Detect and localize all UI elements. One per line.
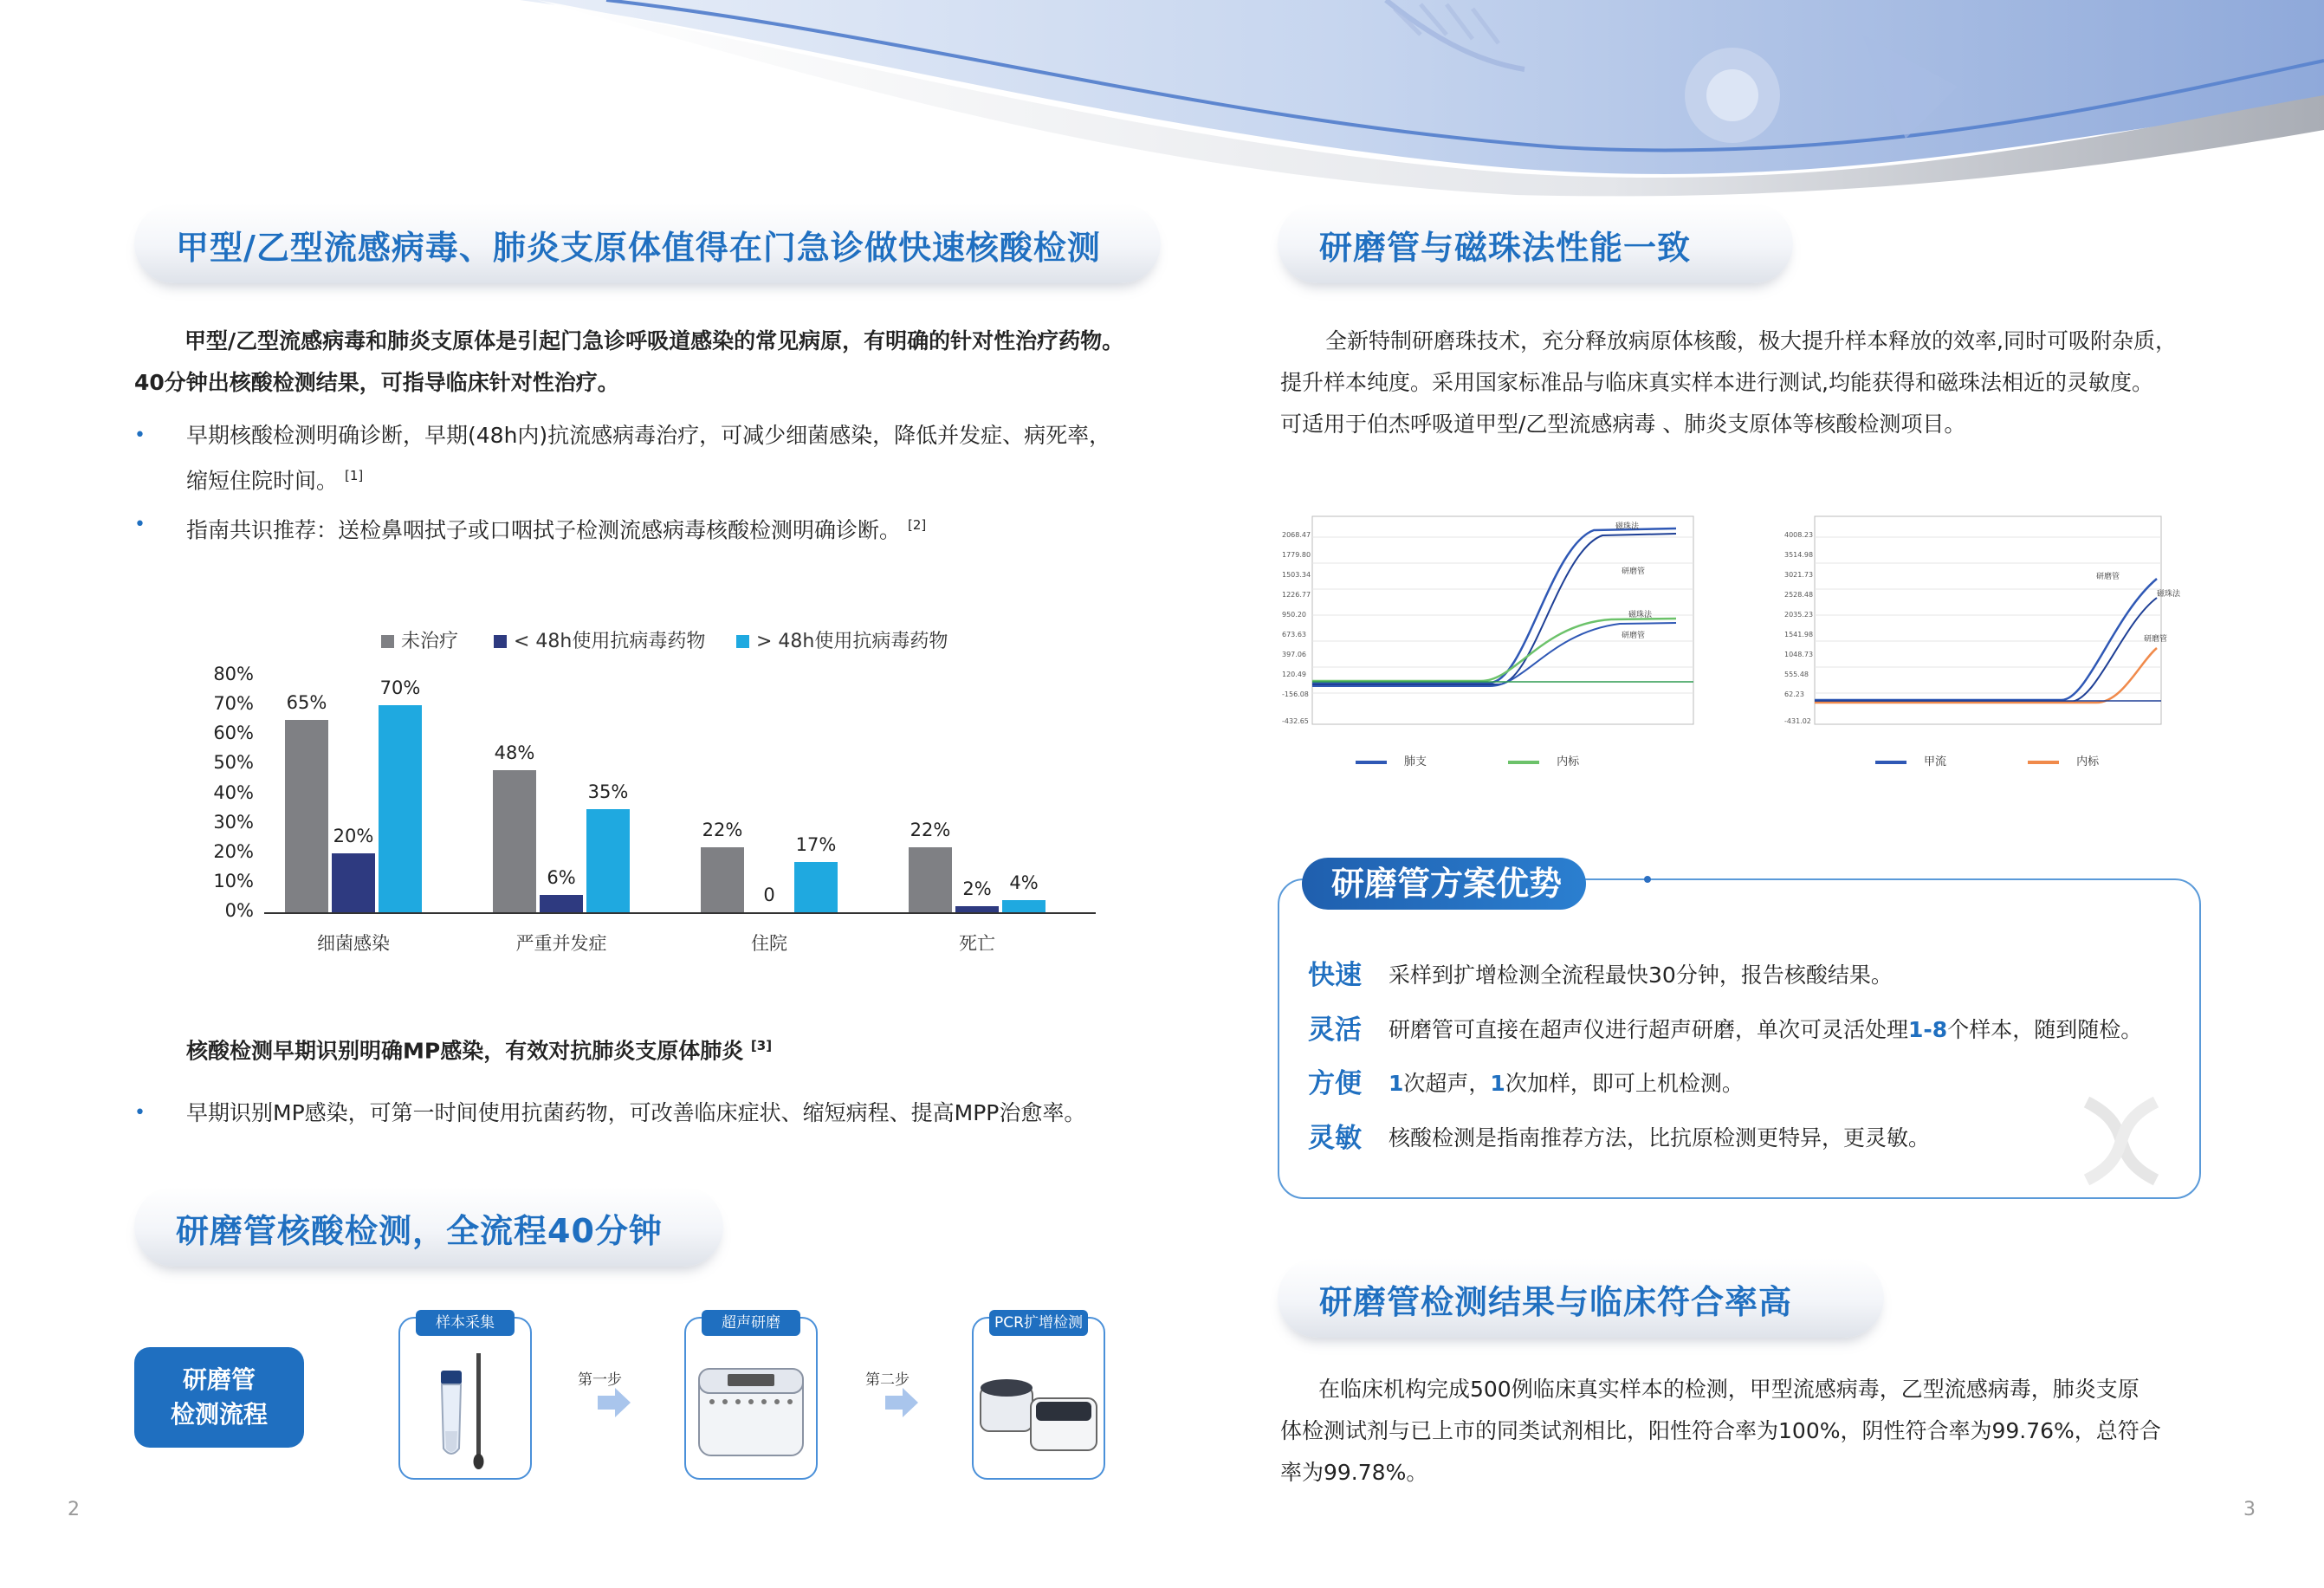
svg-text:2528.48: 2528.48 (1784, 591, 1814, 599)
advantage-key: 方便 (1308, 1068, 1362, 1099)
x-category-label: 住院 (751, 933, 787, 954)
y-tick-label: 0% (224, 900, 254, 921)
bar (701, 847, 744, 912)
svg-text:-156.08: -156.08 (1282, 690, 1309, 698)
svg-text:4008.23: 4008.23 (1784, 531, 1814, 539)
bullet-dot-icon: • (134, 514, 146, 535)
svg-text:1779.80: 1779.80 (1282, 551, 1311, 559)
flow-step-tag: 样本采集 (416, 1310, 515, 1336)
advantage-key: 灵活 (1308, 1014, 1362, 1046)
legend-swatch (1875, 761, 1906, 764)
legend-label: 肺支 (1404, 755, 1427, 768)
bar-data-label: 35% (587, 781, 629, 802)
intro-line: 40分钟出核酸检测结果，可指导临床针对性治疗。 (134, 370, 619, 395)
bar-data-label: 22% (910, 819, 951, 840)
section-title: 研磨管核酸检测，全流程40分钟 (176, 1212, 663, 1250)
x-category-label: 严重并发症 (515, 933, 607, 954)
advantage-key: 快速 (1308, 960, 1362, 991)
bar (285, 720, 328, 912)
reference-mark: [1] (344, 468, 364, 483)
bar (586, 809, 630, 912)
dna-watermark-icon (2069, 1093, 2173, 1189)
mp-heading (186, 1025, 1182, 1072)
pcr-instrument-icon (974, 1319, 1104, 1478)
amplification-chart-flua (1767, 511, 2181, 736)
bar-data-label: 2% (962, 878, 992, 900)
y-tick-label: 60% (213, 723, 254, 744)
flow-main-line: 研磨管 (182, 1365, 256, 1394)
y-tick-label: 30% (213, 811, 254, 833)
advantage-text-part: 个样本，随到随检。 (1947, 1017, 2143, 1042)
bar (332, 853, 375, 912)
legend-label: 内标 (2076, 755, 2100, 768)
reference-mark: [3] (750, 1038, 773, 1053)
legend-swatch (736, 635, 749, 648)
curve-label: 磁珠法 (2157, 590, 2181, 599)
bullet-item (134, 505, 1182, 550)
flow-step-pcr (972, 1314, 1105, 1480)
advantage-highlight: 1 (1490, 1071, 1505, 1096)
svg-text:3021.73: 3021.73 (1784, 571, 1814, 579)
intro-paragraph (134, 321, 1174, 404)
page-number: 2 (68, 1499, 80, 1520)
advantage-text (1389, 1013, 2142, 1044)
legend-item (494, 626, 705, 653)
advantage-highlight: 1-8 (1908, 1017, 1948, 1042)
svg-text:120.49: 120.49 (1282, 671, 1306, 678)
flow-step-grinding (684, 1314, 818, 1480)
bullet-item (134, 416, 1182, 501)
advantage-key: 灵敏 (1308, 1123, 1362, 1154)
legend-swatch (381, 635, 394, 648)
bar (794, 862, 838, 912)
bar-data-label: 48% (494, 742, 535, 764)
paragraph-line: 率为99.78%。 (1280, 1460, 1428, 1485)
flow-step-tag: 超声研磨 (702, 1310, 800, 1336)
chart-legend (1875, 752, 2099, 768)
svg-text:3514.98: 3514.98 (1784, 551, 1814, 559)
x-axis-line (264, 912, 1096, 914)
bar (1002, 900, 1045, 912)
svg-text:1048.73: 1048.73 (1784, 651, 1814, 658)
intro-line: 甲型/乙型流感病毒和肺炎支原体是引起门急诊呼吸道感染的常见病原，有明确的针对性治疗药物。 (184, 328, 1124, 353)
svg-text:950.20: 950.20 (1282, 611, 1306, 619)
section-title: 甲型/乙型流感病毒、肺炎支原体值得在门急诊做快速核酸检测 (176, 229, 1101, 267)
svg-text:1226.77: 1226.77 (1282, 591, 1311, 599)
result-paragraph (1280, 1369, 2242, 1494)
svg-text:673.63: 673.63 (1282, 631, 1306, 638)
arrow-right-icon (885, 1388, 920, 1417)
curve-label: 研磨管 (2144, 635, 2168, 644)
bar-data-label: 20% (333, 825, 374, 846)
flow-step-label: 第一步 (578, 1371, 622, 1389)
x-category-label: 死亡 (959, 933, 995, 954)
flow-main-line: 检测流程 (170, 1400, 268, 1429)
svg-text:397.06: 397.06 (1282, 651, 1306, 658)
legend-label: 甲流 (1924, 755, 1947, 768)
paragraph-line: 全新特制研磨珠技术，充分释放病原体核酸，极大提升样本释放的效率,同时可吸附杂质， (1325, 328, 2177, 353)
advantage-text-part: 次加样，即可上机检测。 (1505, 1071, 1744, 1096)
paragraph-line: 可适用于伯杰呼吸道甲型/乙型流感病毒 、肺炎支原体等核酸检测项目。 (1280, 412, 1966, 437)
ultrasonic-device-icon (686, 1319, 816, 1478)
curve-label: 磁珠法 (1615, 522, 1640, 531)
bar-data-label: 0 (763, 885, 775, 905)
bullet-text: 缩短住院时间。 (186, 468, 339, 494)
arrow-right-icon (598, 1388, 632, 1417)
svg-text:1541.98: 1541.98 (1784, 631, 1814, 638)
bar (493, 770, 536, 912)
flow-step-label: 第二步 (865, 1371, 910, 1389)
bar-data-label: 22% (702, 819, 743, 840)
y-tick-label: 70% (213, 693, 254, 715)
svg-text:-431.02: -431.02 (1784, 717, 1811, 725)
legend-label: < 48h使用抗病毒药物 (514, 631, 706, 652)
bar-data-label: 6% (547, 866, 576, 888)
legend-swatch (1356, 761, 1387, 764)
legend-swatch (1508, 761, 1539, 764)
svg-text:-432.65: -432.65 (1282, 717, 1309, 725)
legend-item (381, 626, 458, 653)
bar (955, 906, 999, 912)
bar (379, 705, 422, 912)
section-title-bar (134, 1187, 723, 1267)
paragraph-line: 提升样本纯度。采用国家标准品与临床真实样本进行测试,均能获得和磁珠法相近的灵敏度。 (1280, 370, 2153, 395)
legend-label: 未治疗 (401, 631, 459, 652)
header-wave-decoration (0, 0, 2324, 208)
curve-label: 研磨管 (1622, 632, 1646, 640)
bullet-text: 指南共识推荐：送检鼻咽拭子或口咽拭子检测流感病毒核酸检测明确诊断。 (186, 517, 902, 543)
advantages-title: 研磨管方案优势 (1302, 858, 1586, 910)
curve-label: 磁珠法 (1628, 611, 1653, 619)
advantage-text: 核酸检测是指南推荐方法，比抗原检测更特异，更灵敏。 (1389, 1125, 1931, 1150)
bullet-text: 早期核酸检测明确诊断，早期(48h内)抗流感病毒治疗，可减少细菌感染，降低并发症、病死率， (186, 423, 1111, 448)
svg-text:2068.47: 2068.47 (1282, 531, 1311, 539)
performance-paragraph (1280, 321, 2242, 445)
bar-data-label: 70% (379, 677, 421, 699)
bar (540, 895, 583, 912)
svg-text:62.23: 62.23 (1784, 690, 1804, 698)
mp-heading-text: 核酸检测早期识别明确MP感染，有效对抗肺炎支原体肺炎 (186, 1038, 744, 1064)
svg-text:2035.23: 2035.23 (1784, 611, 1814, 619)
y-tick-label: 80% (213, 664, 254, 684)
flow-main-label (134, 1347, 304, 1448)
legend-swatch (2028, 761, 2059, 764)
bar-data-label: 17% (795, 833, 837, 855)
y-tick-label: 40% (213, 781, 254, 803)
advantage-text: 采样到扩增检测全流程最快30分钟，报告核酸结果。 (1389, 963, 1893, 988)
legend-label: > 48h使用抗病毒药物 (756, 631, 948, 652)
bullet-dot-icon: • (134, 1102, 146, 1124)
bullet-text: 早期识别MP感染，可第一时间使用抗菌药物，可改善临床症状、缩短病程、提高MPP治愈率。 (186, 1100, 1086, 1125)
amplification-chart-mp (1265, 511, 1698, 736)
legend-swatch (494, 635, 507, 648)
bar-data-label: 65% (286, 692, 327, 714)
page-number: 3 (2243, 1499, 2256, 1520)
section-title-bar (1278, 204, 1793, 283)
svg-text:555.48: 555.48 (1784, 671, 1809, 678)
paragraph-line: 在临床机构完成500例临床真实样本的检测，甲型流感病毒，乙型流感病毒，肺炎支原 (1318, 1377, 2140, 1402)
svg-text:1503.34: 1503.34 (1282, 571, 1311, 579)
section-title: 研磨管与磁珠法性能一致 (1319, 229, 1692, 267)
bar (909, 847, 952, 912)
legend-label: 内标 (1557, 755, 1580, 768)
advantage-text-part: 研磨管可直接在超声仪进行超声研磨，单次可灵活处理 (1389, 1017, 1909, 1042)
swab-tube-icon (400, 1319, 530, 1478)
advantage-text (1389, 1066, 1744, 1098)
chart-legend (1356, 752, 1579, 768)
curve-label: 研磨管 (1622, 567, 1646, 576)
bullet-item (134, 1093, 1182, 1133)
x-category-label: 细菌感染 (317, 933, 390, 954)
section-title: 研磨管检测结果与临床符合率高 (1319, 1283, 1793, 1321)
reference-mark: [2] (907, 517, 927, 533)
bullet-dot-icon: • (134, 425, 146, 446)
section-title-bar (1278, 1258, 1884, 1338)
curve-label: 研磨管 (2096, 573, 2120, 581)
y-tick-label: 50% (213, 752, 254, 774)
title-dot-icon (1644, 876, 1651, 883)
y-tick-label: 20% (213, 840, 254, 862)
paragraph-line: 体检测试剂与已上市的同类试剂相比，阳性符合率为100%，阴性符合率为99.76%，总符合 (1280, 1418, 2161, 1443)
y-tick-label: 10% (213, 870, 254, 891)
legend-item (736, 626, 948, 653)
flow-step-tag: PCR扩增检测 (989, 1310, 1088, 1336)
section-title-bar (134, 204, 1161, 283)
bar-data-label: 4% (1009, 872, 1039, 894)
advantage-text-part: 次超声， (1403, 1071, 1491, 1096)
advantage-highlight: 1 (1389, 1071, 1404, 1096)
flow-step-sample (398, 1314, 532, 1480)
